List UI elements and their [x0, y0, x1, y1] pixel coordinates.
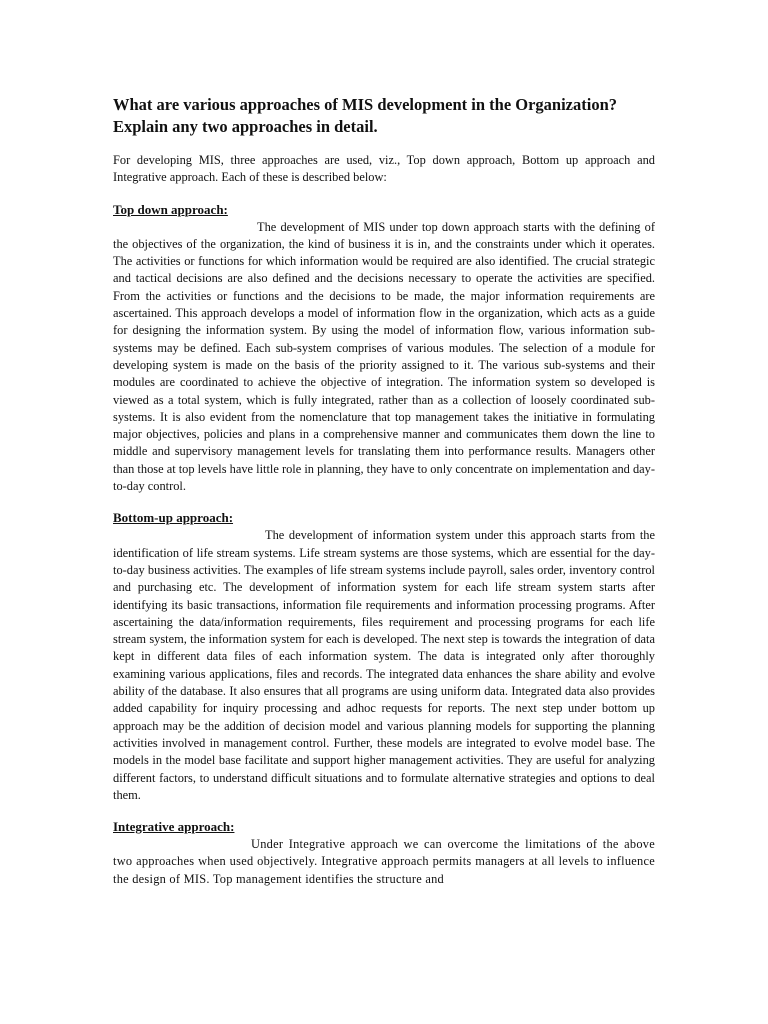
section-body-integrative: Under Integrative approach we can overcome the limitations of the above two approaches when used objectively. Integrative approach permits managers at all levels to influence the design of MIS. Top management identifies the structure and: [113, 837, 655, 886]
section-integrative: [113, 818, 655, 888]
section-heading-bottom-up: Bottom-up approach:: [113, 510, 234, 526]
document-content: [113, 94, 655, 902]
section-heading-top-down: Top down approach:: [113, 201, 228, 217]
section-body-top-down: The development of MIS under top down approach starts with the defining of the objectives of the organization, the kind of business it is in, and the constraints under which it operates. The activities or functions for which information would be required are also identified. The crucial strategic and tactical decisions are also defined and the decisions necessary to operate the activities are specified. From the activities or functions and the decisions to be made, the major information requirements are ascertained. This approach develops a model of information flow in the organization, which acts as a guide for designing the information system. By using the model of information flow, various information sub-systems may be defined. Each sub-system comprises of various modules. The selection of a module for developing system is made on the basis of the priority assigned to it. The various sub-systems and their modules are coordinated to achieve the objective of integration. The information system so developed is viewed as a total system, which is fully integrated, rather than as a collection of loosely coordinated sub-systems. It is also evident from the nomenclature that top management takes the initiative in formulating major objectives, policies and plans in a comprehensive manner and communicates them down the line to middle and supervisory management levels for translating them into performance results. Managers other than those at top levels have little role in planning, they have to only concentrate on implementation and day-to-day control.: [113, 219, 655, 494]
section-top-down: [113, 201, 655, 496]
section-body-bottom-up: The development of information system under this approach starts from the identification of life stream systems. Life stream systems are those systems, which are essential for the day-to-day business activities. The examples of life stream systems include payroll, sales order, inventory control and purchasing etc. The development of information system for each life stream system starts after identifying its basic transactions, information file requirements and information processing programs. After ascertaining the data/information requirements, files requirement and processing programs for each life stream system, the information system for each is developed. The next step is towards the integration of data kept in different data files of each information system. The data is integrated only after thoroughly examining various applications, files and records. The integrated data enhances the share ability and evolve ability of the database. It also ensures that all programs are using uniform data. Integrated data also provides added capability for inquiry processing and adhoc requests for reports. The next step under bottom up approach may be the addition of decision model and various planning models for supporting the planning activities involved in management control. Further, these models are integrated to evolve model base. The models in the model base facilitate and support higher management activities. They are useful for analyzing different factors, to understand difficult situations and to formulate alternative strategies and options to deal them.: [113, 528, 655, 802]
document-title: What are various approaches of MIS development in the Organization? Explain any two approaches in detail.: [113, 95, 618, 136]
section-bottom-up: [113, 509, 655, 804]
section-heading-integrative: Integrative approach:: [113, 819, 235, 835]
intro-paragraph: For developing MIS, three approaches are used, viz., Top down approach, Bottom up approach and Integrative approach. Each of these is described below:: [113, 153, 655, 185]
